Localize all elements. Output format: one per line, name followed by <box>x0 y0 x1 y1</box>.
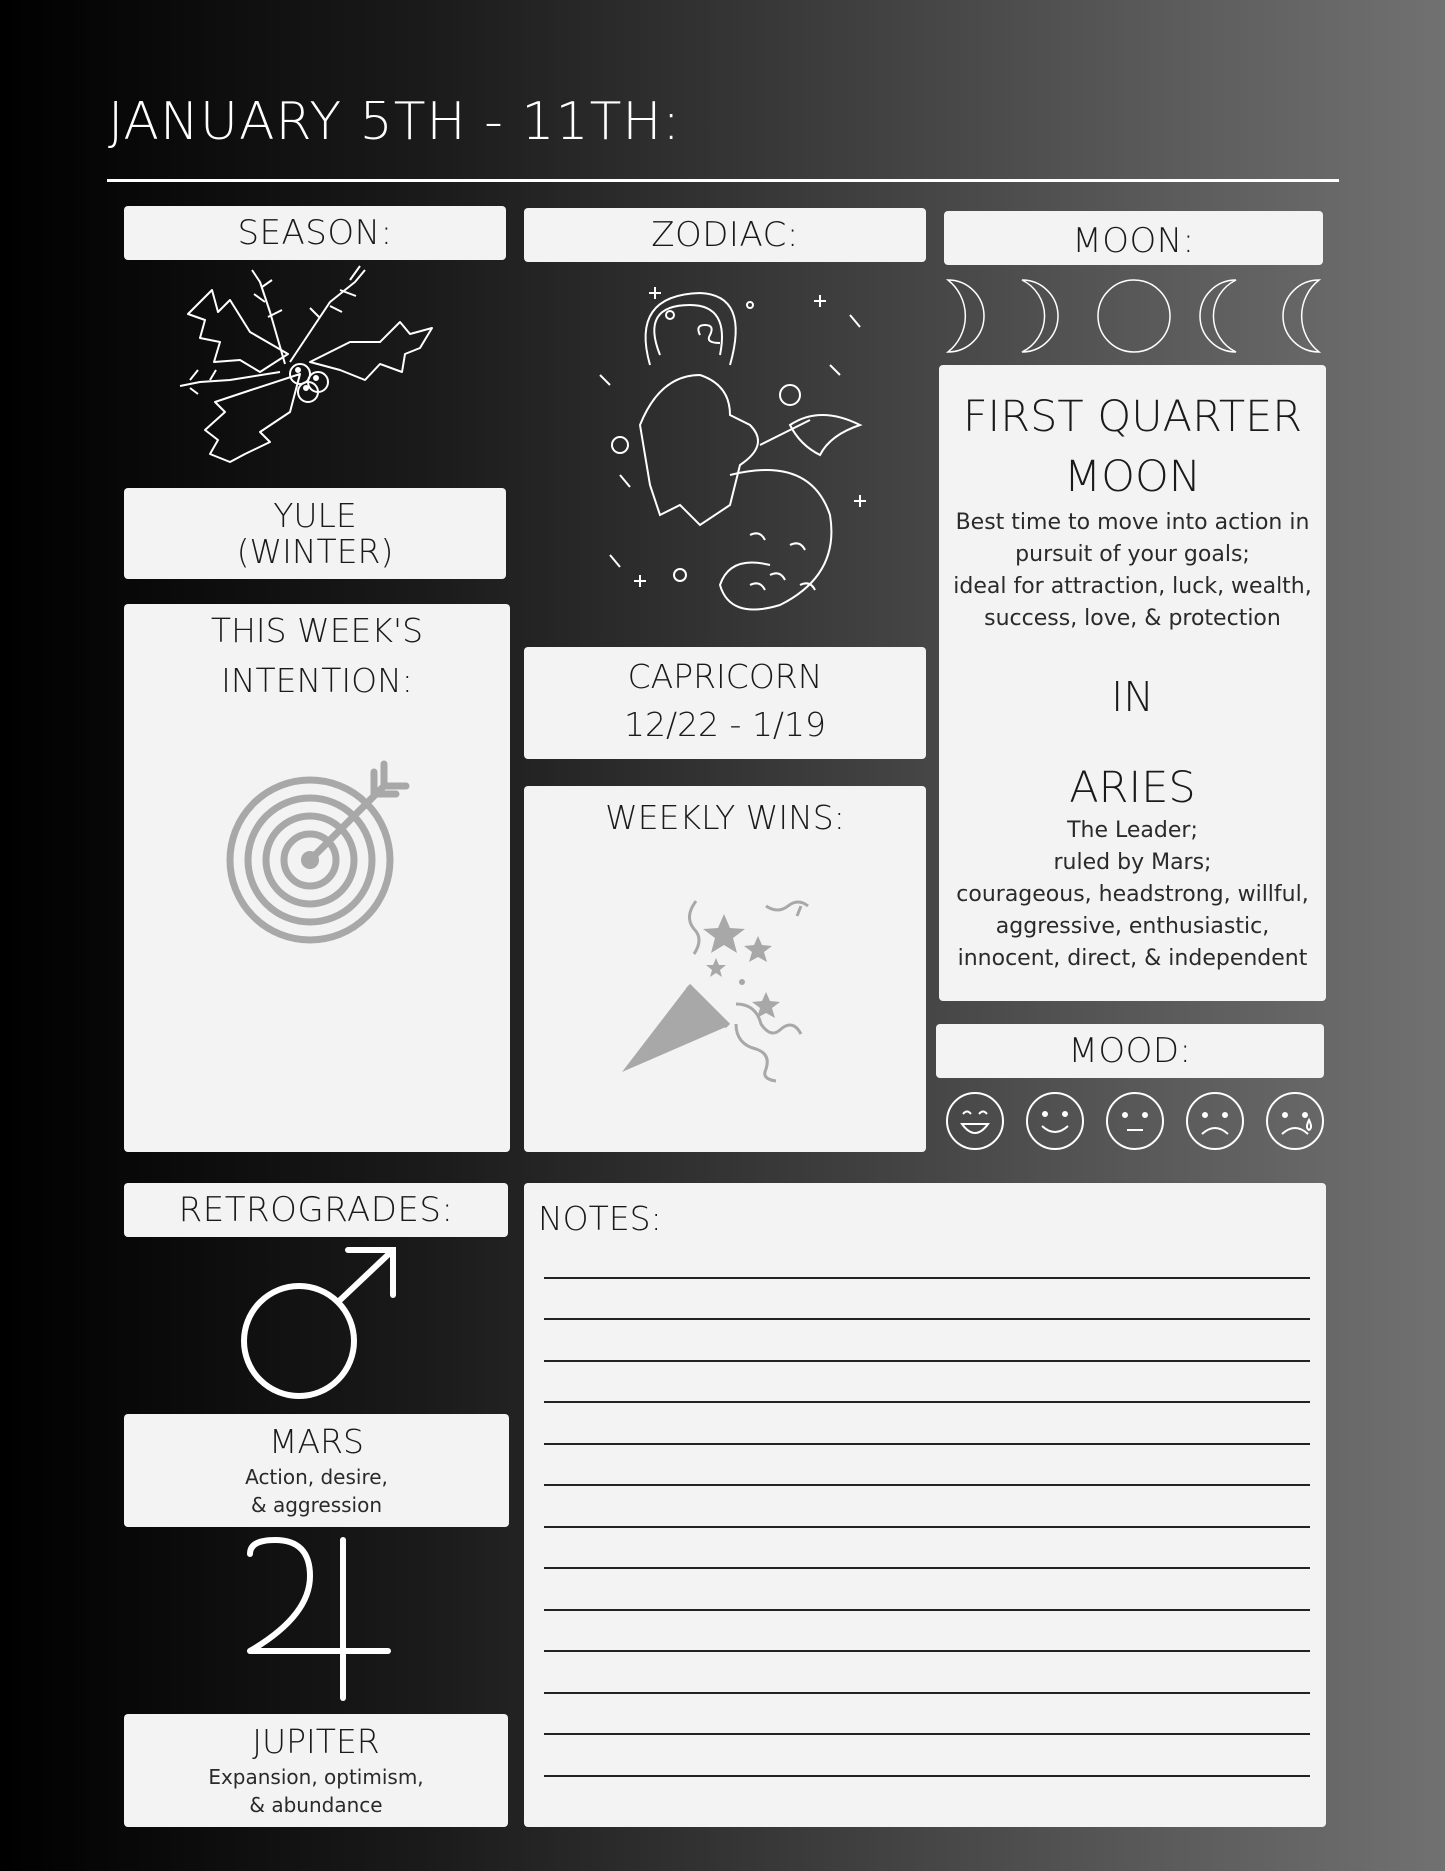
notes-card[interactable] <box>524 1183 1326 1827</box>
crying-face-icon <box>1267 1093 1323 1149</box>
season-subname: (WINTER) <box>236 532 394 571</box>
moon-phase-desc-3: ideal for attraction, luck, wealth, <box>953 574 1312 599</box>
retrogrades-label-box <box>124 1183 508 1237</box>
notes-line[interactable] <box>544 1567 1310 1569</box>
waxing-crescent-icon <box>948 280 984 352</box>
moon-info-card <box>939 365 1326 1001</box>
zodiac-sign-box <box>524 647 926 759</box>
mood-label-box <box>936 1024 1324 1078</box>
notes-line[interactable] <box>544 1650 1310 1652</box>
season-name-box <box>124 488 506 579</box>
last-quarter-moon-icon <box>1200 280 1236 352</box>
page-title: JANUARY 5TH - 11TH: <box>108 92 681 152</box>
neutral-face-icon <box>1107 1093 1163 1149</box>
laughing-face-icon <box>947 1093 1003 1149</box>
moon-label: MOON: <box>1072 221 1195 261</box>
moon-phase-line2: MOON <box>1064 452 1201 502</box>
title-divider <box>107 179 1339 182</box>
jupiter-name: JUPITER <box>252 1722 380 1761</box>
mars-retrograde-card <box>124 1414 509 1527</box>
season-name: YULE <box>273 496 357 535</box>
notes-line[interactable] <box>544 1277 1310 1279</box>
party-popper-icon <box>616 894 826 1084</box>
notes-line[interactable] <box>544 1443 1310 1445</box>
zodiac-sign: CAPRICORN <box>627 657 823 696</box>
notes-line[interactable] <box>544 1526 1310 1528</box>
notes-line[interactable] <box>544 1484 1310 1486</box>
zodiac-dates: 12/22 - 1/19 <box>623 705 827 744</box>
moon-sign-desc-5: innocent, direct, & independent <box>957 946 1308 971</box>
moon-phase-line1: FIRST QUARTER <box>962 392 1303 442</box>
moon-sign-desc-4: aggressive, enthusiastic, <box>995 914 1270 939</box>
intention-card <box>124 604 510 1152</box>
moon-in-label: IN <box>1111 673 1154 721</box>
first-quarter-moon-icon <box>1022 280 1058 352</box>
mood-faces-row <box>944 1090 1328 1152</box>
moon-phases-row <box>944 278 1324 354</box>
full-moon-icon <box>1098 280 1170 352</box>
waning-crescent-icon <box>1283 280 1319 352</box>
mars-desc-line1: Action, desire, <box>245 1465 388 1489</box>
notes-label: NOTES: <box>538 1199 662 1238</box>
moon-sign-desc-2: ruled by Mars; <box>1053 850 1212 875</box>
moon-sign-desc-3: courageous, headstrong, willful, <box>956 882 1309 907</box>
notes-line[interactable] <box>544 1609 1310 1611</box>
mood-label: MOOD: <box>1068 1031 1192 1071</box>
notes-line[interactable] <box>544 1733 1310 1735</box>
weekly-wins-card <box>524 786 926 1152</box>
notes-line[interactable] <box>544 1775 1310 1777</box>
moon-sign-desc-1: The Leader; <box>1067 818 1198 843</box>
jupiter-symbol-icon <box>240 1536 400 1702</box>
moon-phase-desc-2: pursuit of your goals; <box>1015 542 1250 567</box>
mars-symbol-icon <box>230 1244 400 1404</box>
season-label: SEASON: <box>237 213 393 253</box>
holly-illustration <box>170 262 445 470</box>
intention-label-line1: THIS WEEK'S <box>210 611 424 650</box>
jupiter-desc-line2: & abundance <box>249 1793 383 1817</box>
sad-face-icon <box>1187 1093 1243 1149</box>
jupiter-retrograde-card <box>124 1714 508 1827</box>
season-label-box <box>124 206 506 260</box>
notes-line[interactable] <box>544 1318 1310 1320</box>
notes-line[interactable] <box>544 1401 1310 1403</box>
retrogrades-label: RETROGRADES: <box>178 1190 454 1230</box>
moon-label-box <box>944 211 1323 265</box>
moon-sign: ARIES <box>1069 763 1196 813</box>
moon-phase-desc-1: Best time to move into action in <box>955 510 1310 535</box>
moon-phase-desc-4: success, love, & protection <box>984 606 1281 631</box>
notes-line[interactable] <box>544 1692 1310 1694</box>
smiling-face-icon <box>1027 1093 1083 1149</box>
capricorn-illustration <box>580 275 890 627</box>
zodiac-label: ZODIAC: <box>651 215 799 255</box>
weekly-wins-label: WEEKLY WINS: <box>605 798 845 837</box>
mars-name: MARS <box>269 1422 364 1461</box>
zodiac-label-box <box>524 208 926 262</box>
target-icon <box>224 756 414 946</box>
jupiter-desc-line1: Expansion, optimism, <box>208 1765 424 1789</box>
intention-label-line2: INTENTION: <box>221 661 413 700</box>
notes-line[interactable] <box>544 1360 1310 1362</box>
mars-desc-line2: & aggression <box>251 1493 382 1517</box>
